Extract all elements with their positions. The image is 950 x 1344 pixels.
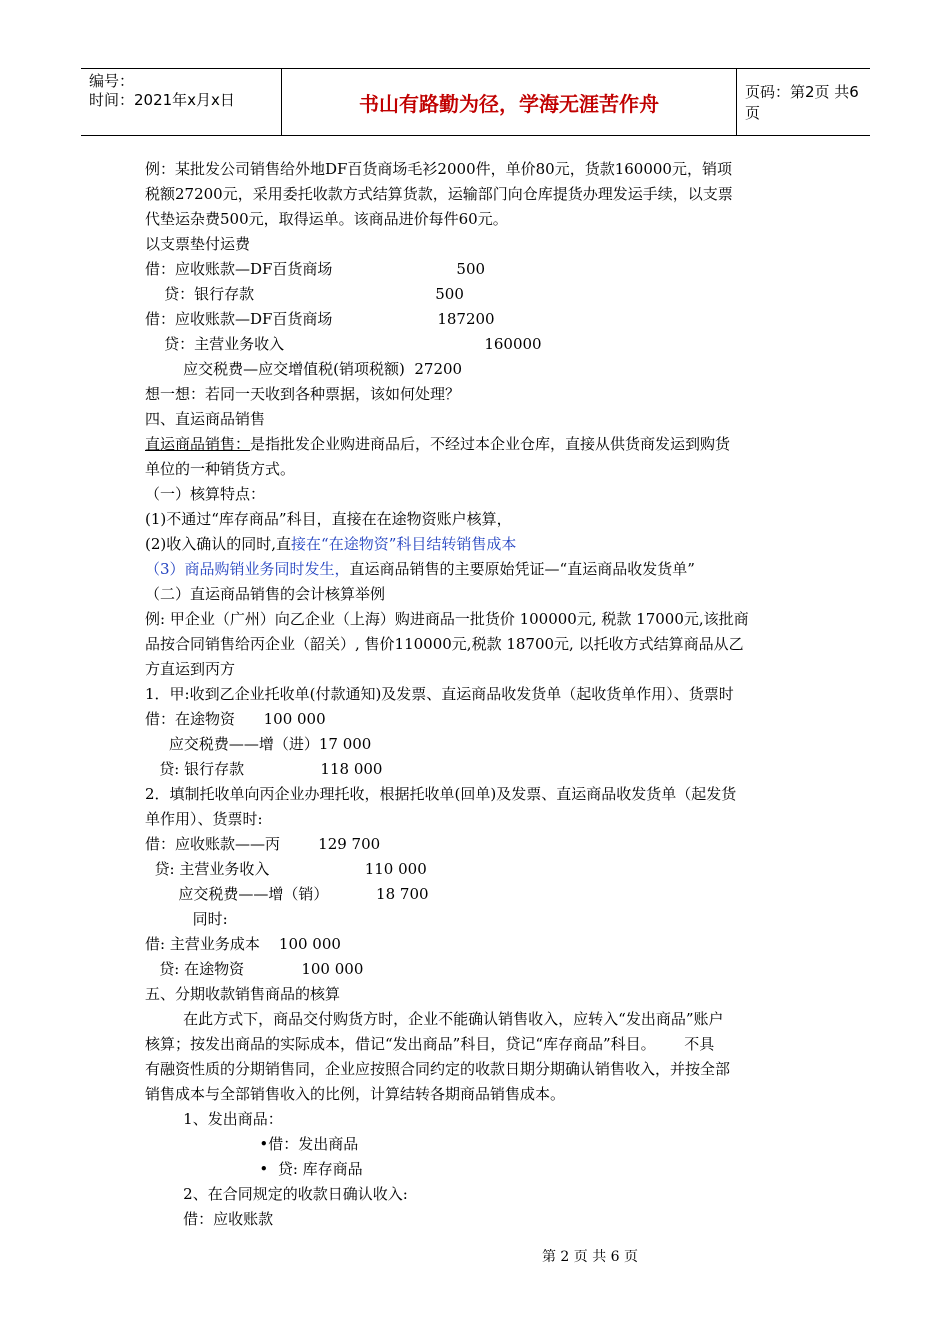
document-date: 时间：2021年x月x日 (89, 91, 235, 109)
header-page-number: 页码：第2页 共6页 (745, 83, 859, 122)
document-body (145, 157, 810, 1232)
bullet-item: •借：发出商品 (145, 1135, 359, 1153)
subsection-heading: （一）核算特点： (145, 485, 266, 503)
page-footer: 第 2 页 共 6 页 (541, 1249, 639, 1265)
section-heading: 五、分期收款销售商品的核算 (145, 985, 341, 1003)
header-meta (81, 69, 281, 135)
text-segment: (2)收入确认的同时,直 (145, 535, 292, 553)
header-motto (281, 69, 737, 135)
journal-entry-line: 贷: 主营业务收入 110 000 (145, 860, 427, 878)
text-line: 单位的一种销货方式。 (145, 460, 296, 478)
text-line: 例：某批发公司销售给外地DF百货商场毛衫2000件，单价80元，货款160000元，销项 (145, 160, 732, 178)
text-line: 核算；按发出商品的实际成本，借记“发出商品”科目，贷记“库存商品”科目。 不具 (145, 1035, 715, 1053)
motto-text: 书山有路勤为径，学海无涯苦作舟 (359, 91, 659, 116)
text-line: 方直运到丙方 (145, 660, 236, 678)
text-line: 单作用）、货票时: (145, 810, 263, 828)
document-number: 编号： (89, 72, 135, 90)
journal-entry-line: 贷: 银行存款 118 000 (145, 760, 383, 778)
journal-entry-line: 贷：银行存款 500 (145, 285, 464, 303)
text-line: (1)不通过“库存商品”科目，直接在在途物资账户核算， (145, 510, 512, 528)
text-line (145, 532, 810, 557)
journal-entry-line: 借：应收账款 (145, 1210, 274, 1228)
text-line: 1、发出商品： (145, 1110, 283, 1128)
text-line: 代垫运杂费500元，取得运单。该商品进价每件60元。 (145, 210, 508, 228)
section-heading: 四、直运商品销售 (145, 410, 266, 428)
text-line: 品按合同销售给丙企业（韶关）, 售价110000元,税款 18700元, 以托收方式结算商品从乙 (145, 635, 744, 653)
journal-entry-line: 应交税费——增（销） 18 700 (145, 885, 429, 903)
text-line (145, 557, 810, 582)
text-line: 2．填制托收单向丙企业办理托收，根据托收单(回单)及发票、直运商品收发货单（起发货 (145, 785, 737, 803)
journal-entry-line: 贷：主营业务收入 160000 (145, 335, 542, 353)
text-line: 想一想：若同一天收到各种票据，该如何处理？ (145, 385, 461, 403)
journal-entry-line: 应交税费——增（进）17 000 (145, 735, 372, 753)
journal-entry-line: 借：在途物资 100 000 (145, 710, 326, 728)
definition-line (145, 432, 810, 457)
text-line: 2、在合同规定的收款日确认收入: (145, 1185, 408, 1203)
definition-text: 是指批发企业购进商品后，不经过本企业仓库，直接从供货商发运到购货 (250, 435, 731, 453)
text-line: 同时: (145, 910, 228, 928)
journal-entry-line: 借：应收账款——丙 129 700 (145, 835, 381, 853)
text-line: 在此方式下，商品交付购货方时，企业不能确认销售收入，应转入“发出商品”账户 (145, 1010, 724, 1028)
journal-entry-line: 贷: 在途物资 100 000 (145, 960, 364, 978)
text-line: 1．甲:收到乙企业托收单(付款通知)及发票、直运商品收发货单（起收货单作用）、货票时 (145, 685, 734, 703)
text-line: 税额27200元，采用委托收款方式结算货款，运输部门向仓库提货办理发运手续，以支票 (145, 185, 733, 203)
subsection-heading: （二）直运商品销售的会计核算举例 (145, 585, 386, 603)
text-line: 有融资性质的分期销售同，企业应按照合同约定的收款日期分期确认销售收入，并按全部 (145, 1060, 731, 1078)
highlighted-text: 接在“在途物资”科目结转销售成本 (291, 535, 517, 553)
journal-entry-line: 借: 主营业务成本 100 000 (145, 935, 341, 953)
definition-term: 直运商品销售： (145, 435, 251, 453)
text-segment: 直运商品销售的主要原始凭证—“直运商品收发货单” (349, 560, 695, 578)
text-line: 例: 甲企业（广州）向乙企业（上海）购进商品一批货价 100000元, 税款 17000元,该批商 (145, 610, 749, 628)
text-line: 销售成本与全部销售收入的比例，计算结转各期商品销售成本。 (145, 1085, 566, 1103)
journal-entry-line: 借：应收账款—DF百货商场 187200 (145, 310, 495, 328)
text-line: 以支票垫付运费 (145, 235, 251, 253)
journal-entry-line: 应交税费—应交增值税(销项税额) 27200 (145, 360, 463, 378)
journal-entry-line: 借：应收账款—DF百货商场 500 (145, 260, 486, 278)
page-header (81, 68, 870, 136)
highlighted-text: （3）商品购销业务同时发生， (145, 560, 350, 578)
bullet-item: • 贷: 库存商品 (145, 1160, 363, 1178)
